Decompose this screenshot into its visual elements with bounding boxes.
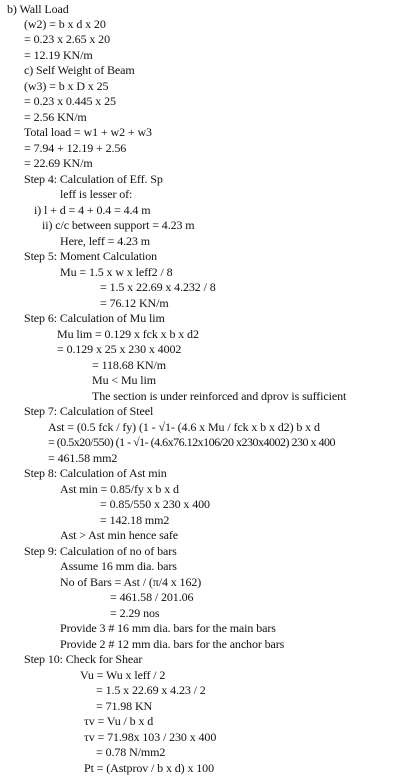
doc-line: = 0.85/550 x 230 x 400 <box>100 497 210 511</box>
doc-line: c) Self Weight of Beam <box>24 63 135 77</box>
doc-line: Vu = Wu x leff / 2 <box>80 668 166 682</box>
doc-line: = 1.5 x 22.69 x 4.232 / 8 <box>100 280 216 294</box>
doc-line: (w2) = b x d x 20 <box>24 17 106 31</box>
doc-line: Total load = w1 + w2 + w3 <box>24 125 152 139</box>
doc-line: The section is under reinforced and dprov is sufficient <box>92 389 347 403</box>
doc-line: = (0.5x20/550) (1 - √1- (4.6x76.12x106/20 x230x4002) 230 x 400 <box>48 435 335 449</box>
doc-line: Step 8: Calculation of Ast min <box>24 466 167 480</box>
doc-line: = 71.98 KN <box>96 699 153 713</box>
doc-line: Ast min = 0.85/fy x b x d <box>60 482 179 496</box>
doc-line: = 12.19 KN/m <box>24 48 93 62</box>
doc-line: Step 5: Moment Calculation <box>24 249 158 263</box>
doc-line: Step 10: Check for Shear <box>24 652 143 666</box>
doc-line: ii) c/c between support = 4.23 m <box>42 218 195 232</box>
doc-line: = 461.58 / 201.06 <box>110 590 194 604</box>
doc-line: τv = Vu / b x d <box>84 714 154 728</box>
doc-line: Mu lim = 0.129 x fck x b x d2 <box>57 327 199 341</box>
doc-line: No of Bars = Ast / (π/4 x 162) <box>60 575 202 589</box>
doc-line: Provide 2 # 12 mm dia. bars for the anchor bars <box>60 637 285 651</box>
doc-line: τv = 71.98x 103 / 230 x 400 <box>84 730 217 744</box>
doc-line: Provide 3 # 16 mm dia. bars for the main bars <box>60 621 276 635</box>
doc-line: = 76.12 KN/m <box>100 296 169 310</box>
doc-line: = 0.129 x 25 x 230 x 4002 <box>57 342 182 356</box>
doc-line: = 0.23 x 2.65 x 20 <box>24 32 110 46</box>
doc-line: Step 9: Calculation of no of bars <box>24 544 177 558</box>
doc-line: = 22.69 KN/m <box>24 156 93 170</box>
doc-line: = 142.18 mm2 <box>100 513 170 527</box>
doc-line: Step 4: Calculation of Eff. Sp <box>24 172 163 186</box>
doc-line: Mu = 1.5 x w x leff2 / 8 <box>60 265 173 279</box>
doc-line: Ast = (0.5 fck / fy) (1 - √1- (4.6 x Mu / fck x b x d2) b x d <box>48 420 320 434</box>
doc-line: = 7.94 + 12.19 + 2.56 <box>24 141 127 155</box>
doc-line: Pt = (Astprov / b x d) x 100 <box>84 761 214 775</box>
doc-line: = 461.58 mm2 <box>48 451 118 465</box>
doc-line: = 0.78 N/mm2 <box>96 745 166 759</box>
doc-line: = 2.56 KN/m <box>24 110 87 124</box>
doc-line: = 1.5 x 22.69 x 4.23 / 2 <box>96 683 206 697</box>
doc-line: i) l + d = 4 + 0.4 = 4.4 m <box>34 203 151 217</box>
doc-line: Step 6: Calculation of Mu lim <box>24 311 165 325</box>
doc-line: Step 7: Calculation of Steel <box>24 404 154 418</box>
doc-line: = 0.23 x 0.445 x 25 <box>24 94 116 108</box>
doc-line: Mu < Mu lim <box>92 373 157 387</box>
doc-line: b) Wall Load <box>7 2 69 16</box>
doc-line: Ast > Ast min hence safe <box>60 528 179 542</box>
doc-line: leff is lesser of: <box>60 187 133 201</box>
doc-line: = 118.68 KN/m <box>92 358 167 372</box>
doc-line: Assume 16 mm dia. bars <box>60 559 177 573</box>
doc-line: = 2.29 nos <box>110 606 160 620</box>
doc-line: Here, leff = 4.23 m <box>60 234 150 248</box>
doc-line: (w3) = b x D x 25 <box>24 79 109 93</box>
